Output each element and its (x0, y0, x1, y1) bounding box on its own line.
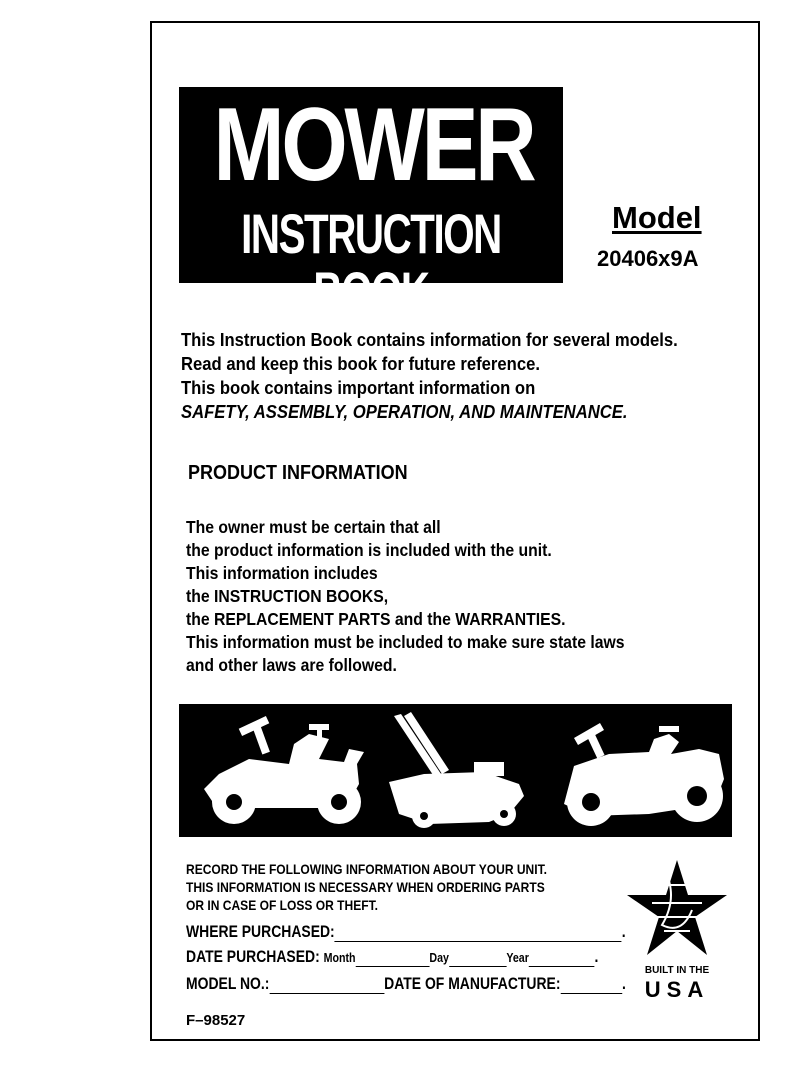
model-no-blank[interactable] (269, 977, 384, 994)
end-mark: . (621, 922, 626, 941)
record-line: OR IN CASE OF LOSS OR THEFT. (186, 897, 378, 913)
title-main: MOWER (213, 87, 534, 203)
product-line: The owner must be certain that all (186, 517, 441, 537)
product-line: the INSTRUCTION BOOKS, (186, 586, 389, 606)
record-line: RECORD THE FOLLOWING INFORMATION ABOUT YOUR UNIT. (186, 861, 547, 877)
star-icon (622, 855, 732, 965)
where-purchased-label: WHERE PURCHASED: (186, 922, 335, 941)
title-sub: INSTRUCTION BOOK (241, 202, 501, 323)
where-purchased-field (186, 922, 626, 942)
title-block (179, 87, 563, 323)
model-number: 20406x9A (597, 246, 699, 271)
month-blank[interactable] (356, 950, 430, 967)
badge-usa-text: USA (644, 977, 710, 1002)
intro-line-emphasis: SAFETY, ASSEMBLY, OPERATION, AND MAINTENANCE. (181, 401, 628, 422)
model-no-label: MODEL NO.: (186, 974, 270, 993)
model-label: Model (612, 200, 702, 235)
date-purchased-label: DATE PURCHASED: (186, 947, 320, 966)
intro-paragraph (181, 328, 751, 424)
product-information-heading: PRODUCT INFORMATION (188, 462, 408, 484)
product-information-text (186, 516, 726, 677)
form-number: F–98527 (186, 1012, 246, 1029)
record-instructions (186, 860, 616, 914)
model-manufacture-field (186, 974, 626, 994)
product-line: This information must be included to make sure state laws (186, 632, 625, 652)
lawn-tractor-icon (564, 723, 724, 826)
product-line: the REPLACEMENT PARTS and the WARRANTIES. (186, 609, 566, 629)
day-label: Day (429, 950, 449, 965)
product-line: and other laws are followed. (186, 655, 397, 675)
product-line: This information includes (186, 563, 378, 583)
end-mark: . (594, 947, 599, 966)
mower-silhouette-banner (179, 704, 732, 837)
intro-line: This book contains important information on (181, 377, 536, 398)
date-purchased-field (186, 947, 598, 967)
date-of-manufacture-blank[interactable] (560, 977, 622, 994)
built-in-usa-badge (622, 855, 732, 1005)
record-line: THIS INFORMATION IS NECESSARY WHEN ORDERING PARTS (186, 879, 545, 895)
push-mower-icon (389, 712, 524, 828)
product-line: the product information is included with the unit. (186, 540, 552, 560)
riding-mower-icon (204, 716, 364, 824)
year-blank[interactable] (529, 950, 595, 967)
where-purchased-blank[interactable] (335, 925, 622, 942)
day-blank[interactable] (449, 950, 506, 967)
badge-top-text: BUILT IN THE (644, 965, 710, 976)
intro-line: This Instruction Book contains information for several models. (181, 329, 678, 350)
end-mark: . (621, 974, 626, 993)
intro-line: Read and keep this book for future reference. (181, 353, 540, 374)
year-label: Year (506, 950, 529, 965)
date-of-manufacture-label: DATE OF MANUFACTURE: (384, 974, 561, 993)
month-label: Month (323, 950, 356, 965)
